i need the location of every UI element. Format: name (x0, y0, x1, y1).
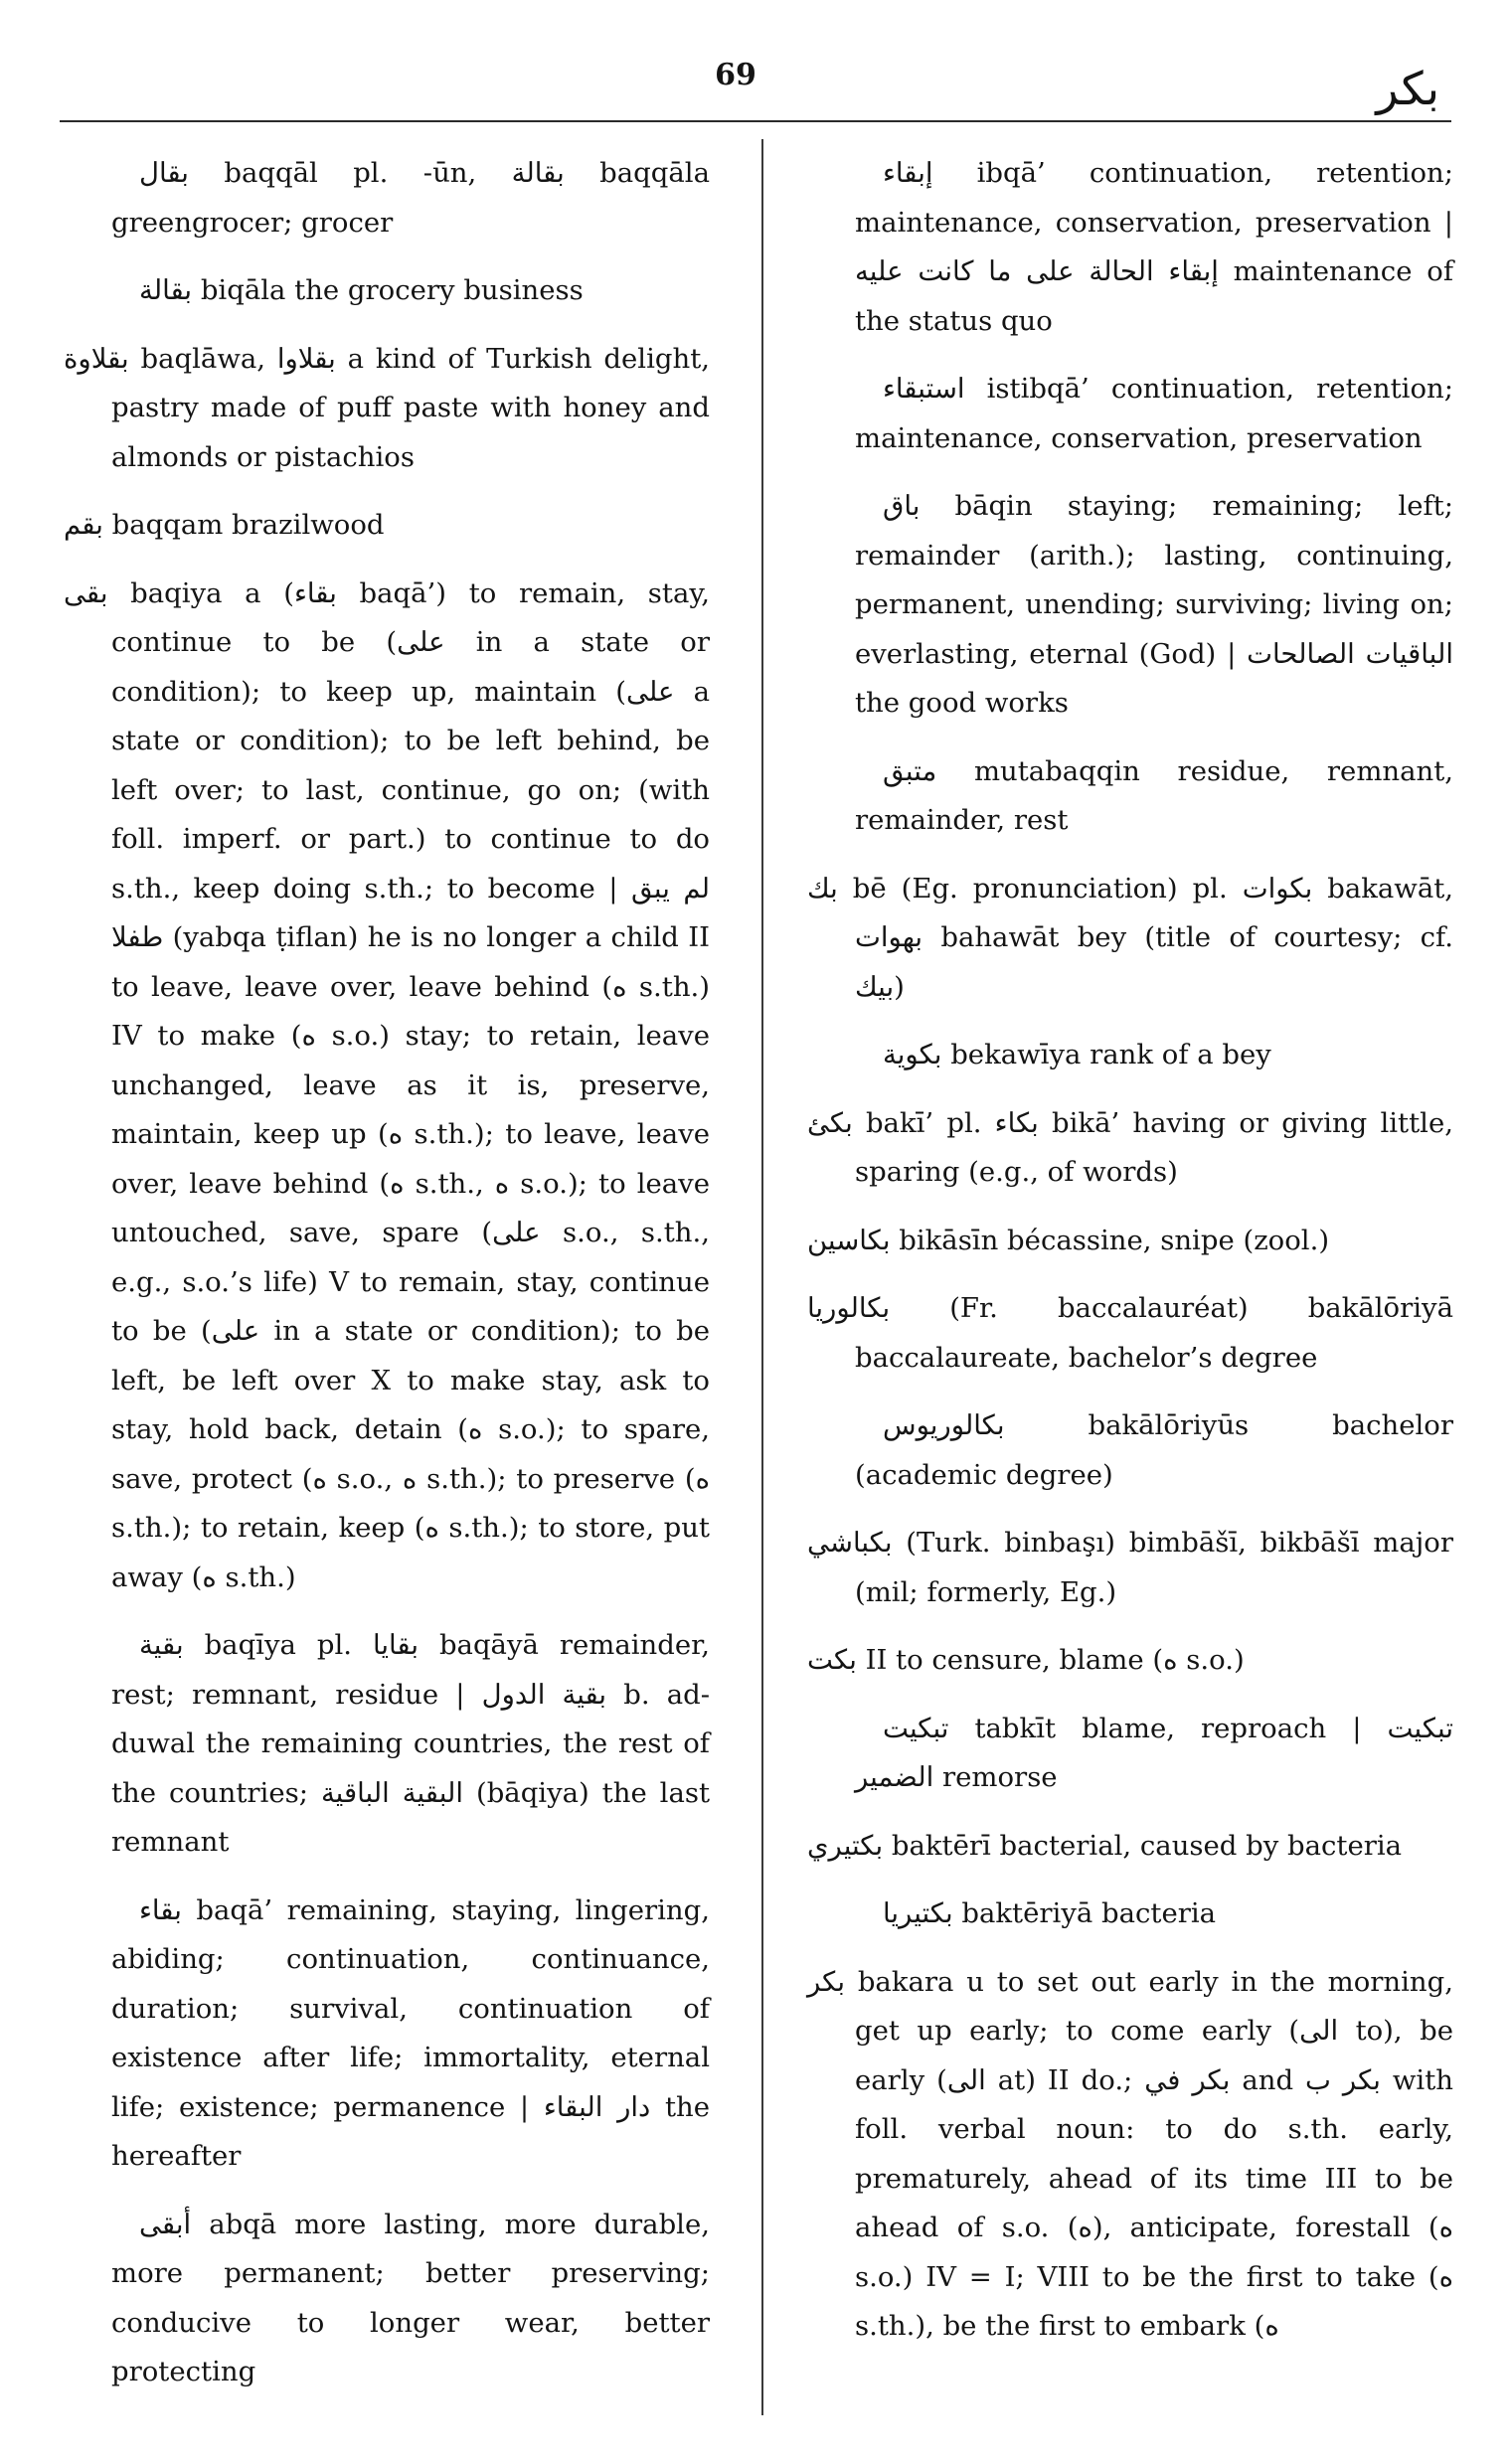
dictionary-entry: بكتيري baktērī bacterial, caused by bacteria (807, 1829, 1403, 1862)
dictionary-entry: بكئ bakī’ pl. بكاء bikā’ having or giving little, sparing (e.g., of words) (807, 1106, 1453, 1188)
page-number: 69 (715, 58, 756, 92)
column-divider (761, 139, 763, 2415)
dictionary-entry: بكت II to censure, blame (ه s.o.) (807, 1644, 1245, 1676)
dictionary-entry: أبقى abqā more lasting, more durable, more permanent; better preserving; conducive to longer wear, better protecting (111, 2208, 710, 2387)
dictionary-entry: بقاء baqā’ remaining, staying, lingering, abiding; continuation, continuance, duration; survival, continuation of existence after life; immortality, eternal life; existence; permanence | دار البقاء the hereafter (111, 1893, 711, 2172)
dictionary-entry: بكباشي (Turk. binbaşı) bimbāšī, bikbāšī major (mil; formerly, Eg.) (807, 1527, 1453, 1608)
dictionary-entry: بكاسين bikāsīn bécassine, snipe (zool.) (807, 1224, 1330, 1256)
dictionary-entry: باق bāqin staying; remaining; left; remainder (arith.); lasting, continuing, permanent, unending; surviving; living on; everlasting, eternal (God) | الباقيات الصالحات the good works (855, 490, 1453, 719)
left-column (64, 149, 710, 2416)
dictionary-entry: بقى baqiya a (بقاء baqā’) to remain, stay, continue to be (على in a state or condition); to keep up, maintain (على a state or condition); to be left behind, be left over; to last, continue, go on; (with foll. imperf. or part.) to continue to do s.th., keep doing s.th.; to become | لم يبق طفلا (yabqa ṭiflan) he is no longer a child II to leave, leave over, leave behind (ه s.th.) IV to make (ه s.o.) stay; to retain, leave unchanged, leave as it is, preserve, maintain, keep up (ه s.th.); to leave, leave over, leave behind (ه s.th., ه s.o.); to leave untouched, save, spare (على s.o., s.th., e.g., s.o.’s life) V to remain, stay, continue to be (على in a state or condition); to be left, be left over X to make stay, ask to stay, hold back, detain (ه s.o.); to spare, save, protect (ه s.o., ه s.th.); to preserve (ه s.th.); to retain, keep (ه s.th.); to store, put away (ه s.th.) (64, 576, 710, 1593)
dictionary-entry: متبق mutabaqqin residue, remnant, remainder, rest (855, 754, 1453, 836)
dictionary-entry: بقلاوة baqlāwa, بقلاوا a kind of Turkish delight, pastry made of puff paste with honey and almonds or pistachios (64, 342, 711, 473)
running-head: بكر (1376, 62, 1439, 115)
dictionary-entry: بقالة biqāla the grocery business (139, 274, 584, 306)
dictionary-entry: بكالوريوس bakālōriyūs bachelor (academic degree) (855, 1409, 1453, 1491)
dictionary-entry: بقية baqīya pl. بقايا baqāyā remainder, rest; remnant, residue | بقية الدول b. ad-duwal the remaining countries, the rest of the countries; البقية الباقية (bāqiya) the last remnant (111, 1629, 711, 1858)
dictionary-entry: بكتيريا baktēriyā bacteria (883, 1897, 1217, 1929)
dictionary-entry: بكوية bekawīya rank of a bey (883, 1039, 1271, 1070)
right-column (807, 149, 1453, 2371)
dictionary-entry: تبكيت tabkīt blame, reproach | تبكيت الضمير remorse (855, 1712, 1453, 1793)
dictionary-entry: استبقاء istibqā’ continuation, retention; maintenance, conservation, preservation (855, 373, 1453, 454)
dictionary-entry: بقم baqqam brazilwood (64, 509, 385, 541)
dictionary-entry: بقال baqqāl pl. -ūn, بقالة baqqāla greengrocer; grocer (111, 157, 710, 239)
dictionary-entry: بكر bakara u to set out early in the morning, get up early; to come early (الى to), be early (الى at) II do.; بكر في and بكر ب with foll. verbal noun: to do s.th. early, prematurely, ahead of its time III to be ahead of s.o. (ه), anticipate, forestall (ه s.o.) IV = I; VIII to be the first to take (ه s.th.), be the first to embark (ه (807, 1965, 1453, 2342)
dictionary-entry: بك bē (Eg. pronunciation) pl. بكوات bakawāt, بهوات bahawāt bey (title of courtesy; cf. بيك) (807, 872, 1454, 1003)
dictionary-entry: بكالوريا (Fr. baccalauréat) bakālōriyā baccalaureate, bachelor’s degree (807, 1292, 1453, 1374)
dictionary-entry: إبقاء ibqā’ continuation, retention; maintenance, conservation, preservation | إبقاء الحالة على ما كانت عليه maintenance of the status quo (855, 157, 1453, 337)
header-rule (60, 120, 1451, 122)
